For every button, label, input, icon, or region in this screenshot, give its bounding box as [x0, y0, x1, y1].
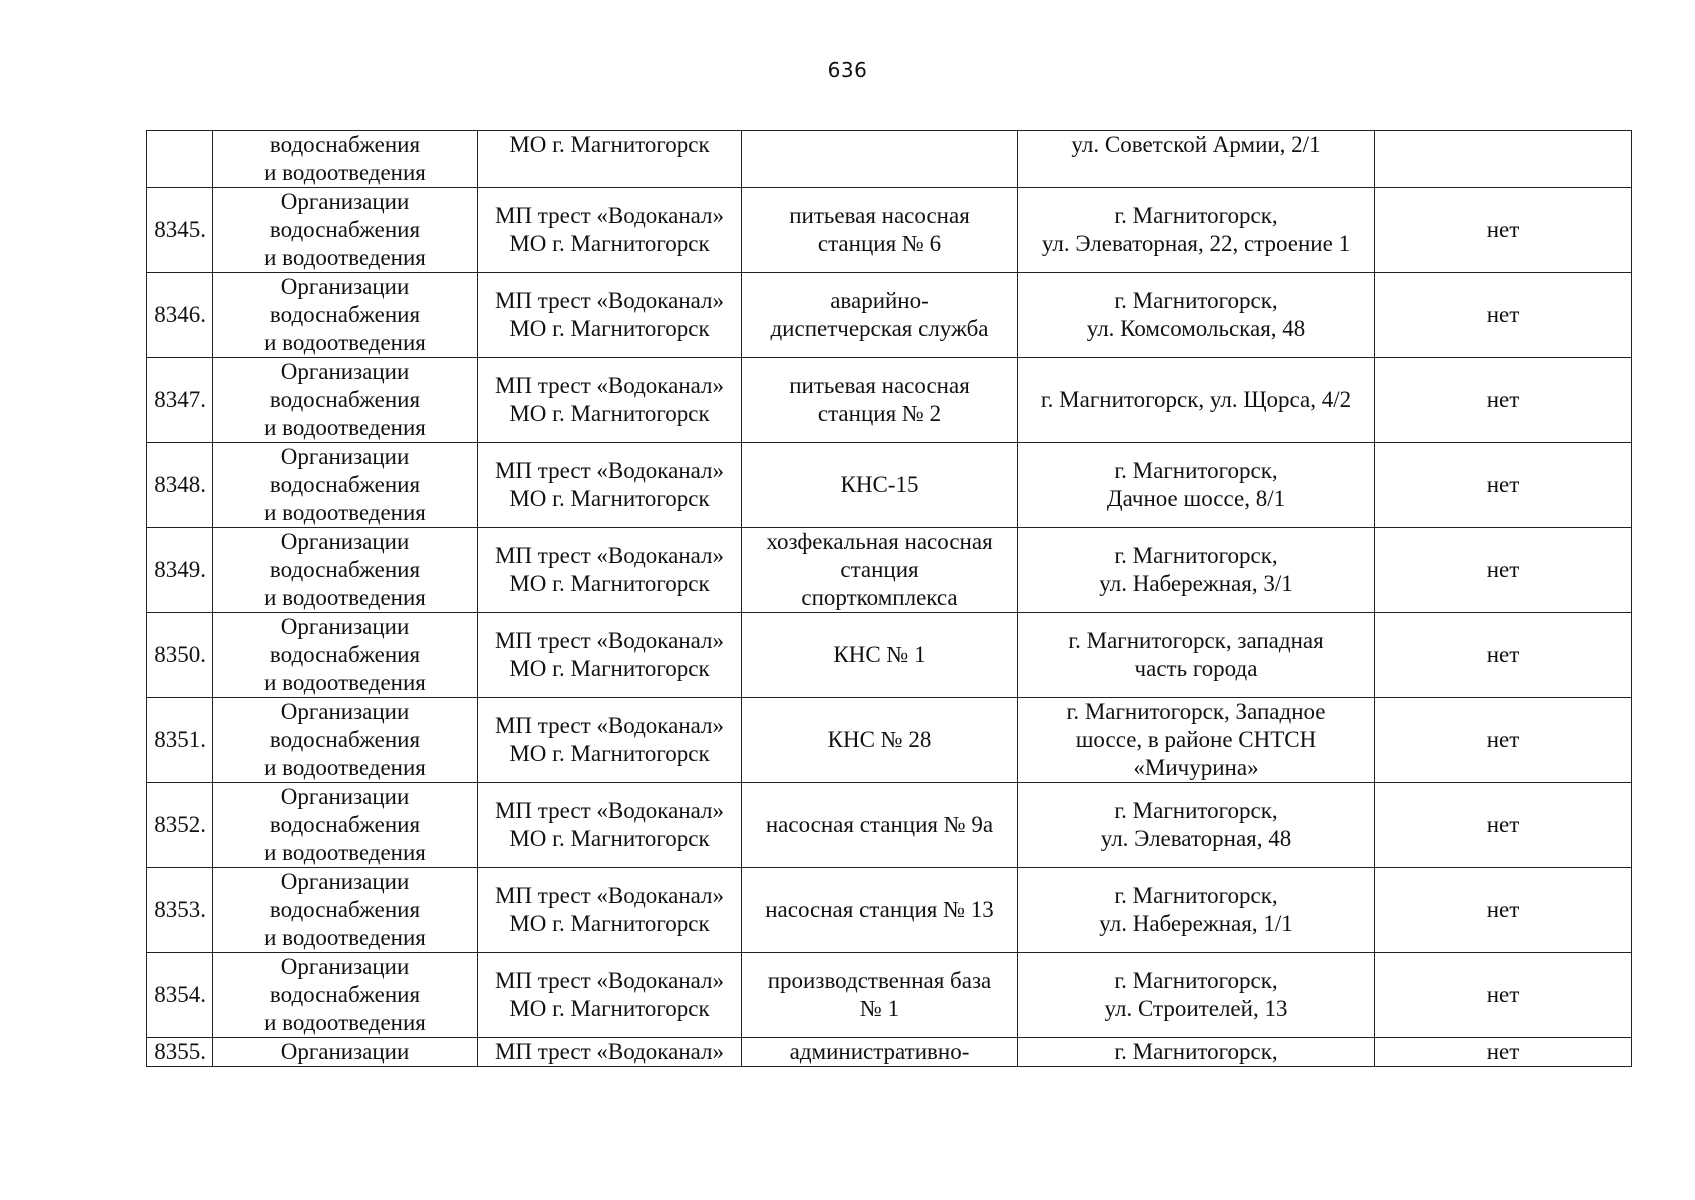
operator-line: МО г. Магнитогорск: [509, 486, 710, 511]
cell-operator: [478, 613, 742, 698]
table-row: [147, 443, 1632, 528]
registry-body: [147, 131, 1632, 1067]
operator-line: МО г. Магнитогорск: [509, 571, 710, 596]
cell-object: [742, 131, 1018, 188]
address-line: «Мичурина»: [1133, 755, 1259, 780]
cell-flag: нет: [1375, 443, 1632, 528]
cell-operator: МП трест «Водоканал»: [478, 1038, 742, 1067]
cell-address: [1018, 698, 1375, 783]
object-line: КНС № 1: [833, 642, 926, 667]
category-line: водоснабжения: [269, 472, 421, 497]
object-line: питьевая насосная: [789, 203, 970, 228]
category-line: и водоотведения: [264, 330, 426, 355]
category-line: Организации: [280, 529, 410, 554]
cell-object: [742, 188, 1018, 273]
cell-number: 8351.: [147, 698, 213, 783]
table-row: [147, 698, 1632, 783]
operator-line: МП трест «Водоканал»: [494, 968, 725, 993]
category-line: и водоотведения: [264, 755, 426, 780]
operator-line: МО г. Магнитогорск: [509, 656, 710, 681]
operator-line: МО г. Магнитогорск: [509, 316, 710, 341]
cell-number: 8353.: [147, 868, 213, 953]
category-line: и водоотведения: [264, 840, 426, 865]
operator-line: МП трест «Водоканал»: [494, 543, 725, 568]
cell-flag: нет: [1375, 1038, 1632, 1067]
address-line: г. Магнитогорск,: [1114, 798, 1278, 823]
cell-object: [742, 443, 1018, 528]
cell-operator: [478, 698, 742, 783]
cell-flag: [1375, 131, 1632, 188]
category-line: и водоотведения: [264, 500, 426, 525]
cell-object: административно-: [742, 1038, 1018, 1067]
cell-category: [213, 131, 478, 188]
table-row: [147, 273, 1632, 358]
operator-line: МО г. Магнитогорск: [509, 401, 710, 426]
cell-object: [742, 698, 1018, 783]
category-line: водоснабжения: [269, 132, 421, 157]
category-line: Организации: [280, 614, 410, 639]
object-line: диспетчерская служба: [770, 316, 989, 341]
operator-line: МО г. Магнитогорск: [509, 826, 710, 851]
category-line: Организации: [280, 444, 410, 469]
address-line: г. Магнитогорск,: [1114, 968, 1278, 993]
cell-address: г. Магнитогорск,: [1018, 1038, 1375, 1067]
cell-address: [1018, 273, 1375, 358]
cell-flag: нет: [1375, 273, 1632, 358]
cell-flag: нет: [1375, 783, 1632, 868]
category-line: Организации: [280, 699, 410, 724]
cell-flag: нет: [1375, 698, 1632, 783]
cell-category: [213, 358, 478, 443]
registry-table: [146, 130, 1632, 1067]
table-row: [147, 613, 1632, 698]
cell-number: 8345.: [147, 188, 213, 273]
address-line: г. Магнитогорск,: [1114, 883, 1278, 908]
address-line: г. Магнитогорск,: [1114, 458, 1278, 483]
category-line: водоснабжения: [269, 982, 421, 1007]
cell-address: [1018, 528, 1375, 613]
table-row: [147, 358, 1632, 443]
cell-number: 8347.: [147, 358, 213, 443]
category-line: водоснабжения: [269, 897, 421, 922]
address-line: г. Магнитогорск,: [1114, 203, 1278, 228]
object-line: аварийно-: [830, 288, 929, 313]
cell-operator: [478, 868, 742, 953]
cell-category: [213, 868, 478, 953]
cell-number: 8346.: [147, 273, 213, 358]
category-line: и водоотведения: [264, 415, 426, 440]
category-line: и водоотведения: [264, 245, 426, 270]
category-line: и водоотведения: [264, 1010, 426, 1035]
category-line: водоснабжения: [269, 812, 421, 837]
cell-object: [742, 783, 1018, 868]
address-line: ул. Строителей, 13: [1104, 996, 1288, 1021]
cell-operator: МО г. Магнитогорск: [478, 131, 742, 188]
operator-line: МП трест «Водоканал»: [494, 288, 725, 313]
object-line: хозфекальная насосная: [766, 529, 993, 554]
cell-number: [147, 131, 213, 188]
cell-operator: [478, 783, 742, 868]
cell-number: 8352.: [147, 783, 213, 868]
cell-address: [1018, 613, 1375, 698]
category-line: водоснабжения: [269, 302, 421, 327]
address-line: ул. Комсомольская, 48: [1086, 316, 1306, 341]
category-line: и водоотведения: [264, 670, 426, 695]
address-line: г. Магнитогорск, Западное: [1066, 699, 1326, 724]
table-row-partial: [147, 1038, 1632, 1067]
cell-address: [1018, 443, 1375, 528]
category-line: Организации: [280, 359, 410, 384]
operator-line: МП трест «Водоканал»: [494, 713, 725, 738]
object-line: питьевая насосная: [789, 373, 970, 398]
cell-category: [213, 188, 478, 273]
object-line: насосная станция № 13: [765, 897, 994, 922]
category-line: и водоотведения: [264, 160, 426, 185]
cell-address: ул. Советской Армии, 2/1: [1018, 131, 1375, 188]
cell-address: [1018, 868, 1375, 953]
operator-line: МП трест «Водоканал»: [494, 373, 725, 398]
category-line: и водоотведения: [264, 925, 426, 950]
cell-number: 8355.: [147, 1038, 213, 1067]
cell-flag: нет: [1375, 868, 1632, 953]
address-line: г. Магнитогорск,: [1114, 543, 1278, 568]
category-line: водоснабжения: [269, 557, 421, 582]
table-row: [147, 868, 1632, 953]
cell-operator: [478, 188, 742, 273]
address-line: ул. Элеваторная, 22, строение 1: [1041, 231, 1351, 256]
cell-object: [742, 358, 1018, 443]
address-line: г. Магнитогорск, ул. Щорса, 4/2: [1040, 387, 1352, 412]
operator-line: МО г. Магнитогорск: [509, 231, 710, 256]
cell-operator: [478, 953, 742, 1038]
operator-line: МП трест «Водоканал»: [494, 883, 725, 908]
object-line: КНС-15: [840, 472, 919, 497]
object-line: станция № 2: [817, 401, 942, 426]
cell-flag: нет: [1375, 188, 1632, 273]
cell-object: [742, 528, 1018, 613]
cell-address: [1018, 358, 1375, 443]
category-line: Организации: [280, 274, 410, 299]
object-line: КНС № 28: [827, 727, 932, 752]
object-line: производственная база: [767, 968, 992, 993]
table-row: [147, 783, 1632, 868]
address-line: г. Магнитогорск, западная: [1068, 628, 1324, 653]
object-line: насосная станция № 9а: [765, 812, 994, 837]
cell-category: [213, 698, 478, 783]
object-line: спорткомплекса: [801, 585, 958, 610]
operator-line: МО г. Магнитогорск: [509, 996, 710, 1021]
object-line: № 1: [859, 996, 900, 1021]
table-row-continued: [147, 131, 1632, 188]
cell-category: [213, 443, 478, 528]
cell-operator: [478, 273, 742, 358]
cell-address: [1018, 783, 1375, 868]
cell-flag: нет: [1375, 358, 1632, 443]
cell-category: Организации: [213, 1038, 478, 1067]
cell-address: [1018, 953, 1375, 1038]
operator-line: МП трест «Водоканал»: [494, 798, 725, 823]
cell-flag: нет: [1375, 953, 1632, 1038]
category-line: и водоотведения: [264, 585, 426, 610]
cell-flag: нет: [1375, 613, 1632, 698]
category-line: водоснабжения: [269, 727, 421, 752]
operator-line: МП трест «Водоканал»: [494, 203, 725, 228]
address-line: шоссе, в районе СНТСН: [1075, 727, 1317, 752]
address-line: ул. Элеваторная, 48: [1100, 826, 1292, 851]
cell-object: [742, 953, 1018, 1038]
cell-number: 8349.: [147, 528, 213, 613]
category-line: Организации: [280, 954, 410, 979]
table-row: [147, 953, 1632, 1038]
category-line: Организации: [280, 784, 410, 809]
operator-line: МП трест «Водоканал»: [494, 628, 725, 653]
cell-operator: [478, 443, 742, 528]
cell-address: [1018, 188, 1375, 273]
cell-object: [742, 868, 1018, 953]
address-line: ул. Набережная, 3/1: [1099, 571, 1293, 596]
operator-line: МП трест «Водоканал»: [494, 458, 725, 483]
cell-category: [213, 528, 478, 613]
table-row: [147, 528, 1632, 613]
category-line: Организации: [280, 869, 410, 894]
cell-object: [742, 273, 1018, 358]
cell-object: [742, 613, 1018, 698]
address-line: г. Магнитогорск,: [1114, 288, 1278, 313]
cell-operator: [478, 358, 742, 443]
page-number: 636: [827, 58, 868, 82]
cell-number: 8354.: [147, 953, 213, 1038]
cell-number: 8350.: [147, 613, 213, 698]
cell-category: [213, 953, 478, 1038]
table-row: [147, 188, 1632, 273]
operator-line: МО г. Магнитогорск: [509, 741, 710, 766]
category-line: Организации: [280, 189, 410, 214]
cell-operator: [478, 528, 742, 613]
cell-number: 8348.: [147, 443, 213, 528]
cell-category: [213, 613, 478, 698]
address-line: Дачное шоссе, 8/1: [1106, 486, 1286, 511]
address-line: ул. Набережная, 1/1: [1099, 911, 1293, 936]
address-line: часть города: [1134, 656, 1258, 681]
object-line: станция № 6: [817, 231, 942, 256]
category-line: водоснабжения: [269, 387, 421, 412]
operator-line: МО г. Магнитогорск: [509, 911, 710, 936]
object-line: станция: [840, 557, 919, 582]
cell-flag: нет: [1375, 528, 1632, 613]
cell-category: [213, 783, 478, 868]
category-line: водоснабжения: [269, 642, 421, 667]
category-line: водоснабжения: [269, 217, 421, 242]
cell-category: [213, 273, 478, 358]
